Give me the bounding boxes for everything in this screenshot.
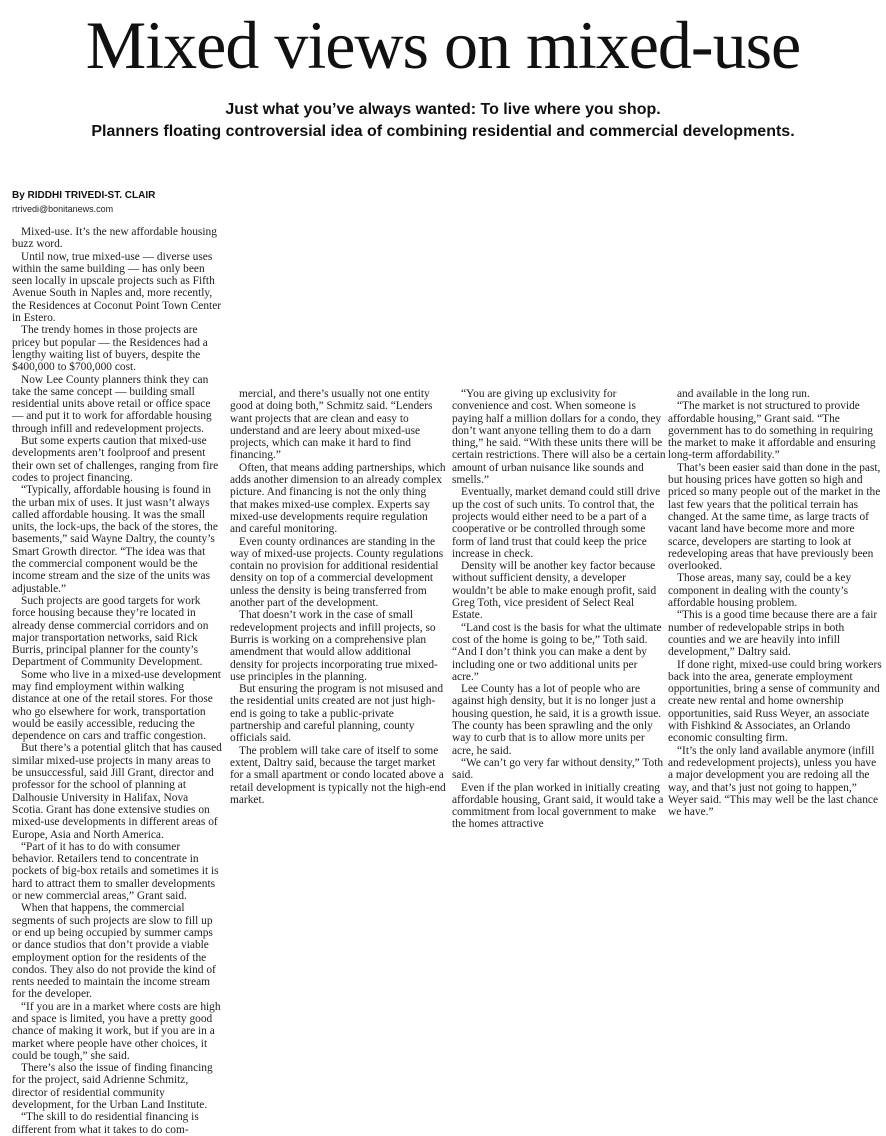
deck-line-1: Just what you’ve always wanted: To live where you shop. — [225, 101, 661, 118]
paragraph: That’s been easier said than done in the past, but housing prices have gotten so high and priced so many people out of the market in the last few years that the political terrain has changed. At the same time, as large tracts of vacant land have become more and more scarce, developers are starting to look at redeveloping areas that have previously been overlooked. — [668, 461, 881, 573]
article-column-1 — [12, 226, 222, 1136]
paragraph: “This is a good time because there are a fair number of redevelopable strips in both counties and we are heavily into infill development,” Daltry said. — [668, 609, 878, 659]
paragraph: Some who live in a mixed-use development may find employment within walking distance at one of the retail stores. For those who go elsewhere for work, transportation would be easily accessible, reducing the dependence on cars and traffic congestion. — [12, 668, 221, 743]
paragraph: Until now, true mixed-use — diverse uses within the same building — has only been seen locally in upscale projects such as Fifth Avenue South in Naples and, more recently, the Residences at Coconut Point Town Center in Estero. — [12, 250, 222, 325]
paragraph: “It’s the only land available anymore (infill and redevelopment projects), unless you have a major development you are redoing all the way, and that’s just not going to happen,” Weyer said. “This may well be the last chance we have.” — [668, 744, 879, 819]
paragraph: “If you are in a market where costs are high and space is limited, you have a pretty good chance of making it work, but if you are in a market where people have other choices, it could be tough,” she said. — [12, 1000, 221, 1062]
paragraph: That doesn’t work in the case of small redevelopment projects and infill projects, so Burris is working on a comprehensive plan amendment that would allow additional density for projects incorporating true mixed-use principles in the planning. — [230, 609, 438, 683]
author-email: rtrivedi@bonitanews.com — [12, 204, 114, 214]
paragraph: Mixed-use. It’s the new affordable housing buzz word. — [12, 226, 217, 251]
paragraph: Such projects are good targets for work force housing because they’re located in already dense commercial corridors and on major transportation networks, said Rick Burris, principal planner for the county’s Department of Community Development. — [12, 594, 209, 669]
paragraph: and available in the long run. — [677, 388, 810, 400]
paragraph: “Land cost is the basis for what the ultimate cost of the home is going to be,” Toth said. “And I don’t think you can make a dent by including one or two additional units per acre.” — [452, 621, 662, 683]
paragraph: Those areas, many say, could be a key component in dealing with the county’s affordable housing problem. — [668, 572, 852, 610]
paragraph: mercial, and there’s usually not one entity good at doing both,” Schmitz said. “Lenders want projects that are clean and easy to understand and are leery about mixed-use projects, which can make it hard to find financing.” — [230, 388, 433, 462]
paragraph: The problem will take care of itself to some extent, Daltry said, because the target market for a small apartment or condo located above a retail development is typically not the high-end market. — [230, 744, 446, 806]
paragraph: “We can’t go very far without density,” Toth said. — [452, 756, 664, 782]
paragraph: The trendy homes in those projects are pricey but popular — the Residences had a lengthy waiting list of buyers, despite the $400,000 to $700,000 cost. — [12, 324, 208, 374]
paragraph: But some experts caution that mixed-use developments aren’t foolproof and present their own set of challenges, ranging from fire codes to project financing. — [12, 435, 219, 484]
paragraph: Lee County has a lot of people who are against high density, but it is no longer just a housing question, he said, it is a growth issue. The county has been sprawling and the only way to curb that is to allow more units per acre, he said. — [452, 683, 662, 757]
paragraph: “You are giving up exclusivity for convenience and cost. When someone is paying half a million dollars for a condo, they don’t want anyone telling them to do a darn thing,” he said. “With these units there will be certain restrictions. There will also be a certain amount of urban nuisance like sounds and smells.” — [452, 388, 666, 487]
paragraph: There’s also the issue of finding financing for the project, said Adrienne Schmitz, director of residential community development, for the Urban Land Institute. — [12, 1062, 213, 1112]
paragraph: “Part of it has to do with consumer behavior. Retailers tend to concentrate in pockets of big-box retails and sometimes it is hard to attract them to smaller developments or new commercial areas,” Grant said. — [12, 840, 219, 903]
paragraph: But there’s a potential glitch that has caused similar mixed-use projects in many areas to be unsuccessful, said Jill Grant, director and professor for the school of planning at Dalhousie University in Halifax, Nova Scotia. Grant has done extensive studies on mixed-use developments in different areas of Europe, Asia and North America. — [12, 742, 222, 841]
paragraph: Eventually, market demand could still drive up the cost of such units. To control that, the projects would either need to be a part of a cooperative or be controlled through some form of land trust that could keep the price increase in check. — [452, 486, 661, 560]
article-column-3 — [452, 388, 666, 831]
paragraph: But ensuring the program is not misused and the residential units created are not just high-end is going to take a public-private partnership and careful planning, county officials said. — [230, 683, 444, 745]
paragraph: “Typically, affordable housing is found in the urban mix of uses. It just wasn’t always called affordable housing. It was the small units, the lock-ups, the back of the stores, the basements,” said Wayne Daltry, the county’s Smart Growth director. “The idea was that the commercial component would be the income stream and the size of the units was adjustable.” — [12, 484, 218, 595]
paragraph: “The market is not structured to provide affordable housing,” Grant said. “The government has to do something in requiring the market to make it affordable and ensuring long-term affordability.” — [668, 400, 876, 462]
paragraph: If done right, mixed-use could bring workers back into the area, generate employment opportunities, bring a sense of community and create new rental and home ownership opportunities, said Russ Weyer, an associate with Fishkind & Associates, an Orlando economic consulting firm. — [668, 658, 882, 745]
article-column-2 — [230, 388, 446, 806]
paragraph: Density will be another key factor because without sufficient density, a developer wouldn’t be able to make enough profit, said Greg Toth, vice president of Select Real Estate. — [452, 560, 657, 622]
byline: By RIDDHI TRIVEDI-ST. CLAIR — [12, 190, 156, 201]
deck-line-2: Planners floating controversial idea of combining residential and commercial developments. — [91, 123, 795, 140]
paragraph: Even if the plan worked in initially creating affordable housing, Grant said, it would take a commitment from local government to make the homes attractive — [452, 781, 664, 831]
article-column-4 — [668, 388, 882, 818]
headline: Mixed views on mixed-use — [85, 7, 801, 83]
paragraph: Now Lee County planners think they can take the same concept — building small residential units above retail or office space — and put it to work for affordable housing through infill and redevelopment projects. — [12, 373, 212, 435]
paragraph: Even county ordinances are standing in the way of mixed-use projects. County regulations contain no provision for additional residential density on top of a commercial development unless the density is being transferred from another part of the development. — [230, 535, 444, 610]
paragraph: Often, that means adding partnerships, which adds another dimension to an already complex picture. And financing is not the only thing that makes mixed-use complex. Experts say mixed-use developments require regulation and careful monitoring. — [230, 461, 446, 536]
paragraph: “The skill to do residential financing is different from what it takes to do com- — [12, 1111, 199, 1136]
paragraph: When that happens, the commercial segments of such projects are slow to fill up or end up being occupied by summer camps or dance studios that don’t provide a viable employment option for the residents of the condos. They also do not provide the kind of rents needed to maintain the income stream for the developer. — [12, 902, 216, 1001]
